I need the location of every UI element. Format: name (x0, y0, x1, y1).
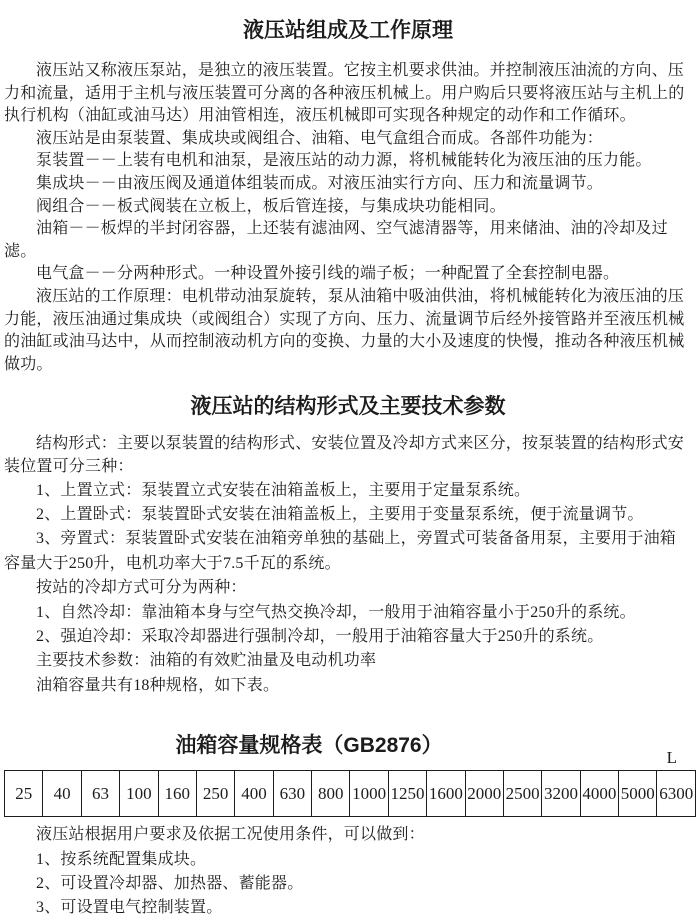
list-item-forced-cooling: 2、强迫冷却：采取冷却器进行强制冷却，一般用于油箱容量大于250升的系统。 (36, 627, 604, 645)
list-item-natural-cooling: 1、自然冷却：靠油箱本身与空气热交换冷却，一般用于油箱容量小于250升的系统。 (36, 603, 636, 621)
paragraph-valve-combination: 阀组合－－板式阀装在立板上，板后管连接，与集成块功能相同。 (36, 197, 506, 215)
list-item-optional-devices: 2、可设置冷却器、加热器、蓄能器。 (36, 874, 304, 892)
list-item-configure-manifold: 1、按系统配置集成块。 (36, 850, 207, 868)
paragraph-user-requirements: 液压站根据用户要求及依据工况使用条件，可以做到： (36, 826, 425, 844)
capacity-cell: 5000 (619, 771, 657, 817)
paragraph-tank-specs-note: 油箱容量共有18种规格，如下表。 (36, 676, 280, 694)
list-item-horizontal-top-mounted: 2、上置卧式：泵装置卧式安装在油箱盖板上，主要用于变量泵系统，便于流量调节。 (36, 505, 644, 523)
capacity-cell: 2500 (503, 771, 541, 817)
paragraph-structure-forms: 结构形式：主要以泵装置的结构形式、安装位置及冷却方式来区分，按泵装置的结构形式安装位置可分三种： (4, 435, 685, 475)
capacity-cell: 4000 (580, 771, 618, 817)
capacity-row (5, 771, 696, 817)
capacity-cell: 3200 (542, 771, 580, 817)
capacity-cell: 25 (5, 771, 43, 817)
closing-section (4, 823, 692, 921)
paragraph-electric-box: 电气盒－－分两种形式。一种设置外接引线的端子板；一种配置了全套控制电器。 (36, 265, 620, 283)
capacity-cell: 1000 (350, 771, 388, 817)
capacity-cell: 160 (158, 771, 196, 817)
document-page (1, 0, 695, 917)
capacity-cell: 63 (81, 771, 119, 817)
capacity-cell: 630 (273, 771, 311, 817)
capacity-cell: 250 (196, 771, 234, 817)
paragraph-components: 液压站是由泵装置、集成块或阀组合、油箱、电气盒组合而成。各部件功能为： (36, 129, 604, 147)
capacity-cell: 800 (312, 771, 350, 817)
capacity-cell: 2000 (465, 771, 503, 817)
tank-capacity-table (4, 770, 696, 817)
unit-label: L (666, 748, 677, 768)
document-title-composition: 液压站组成及工作原理 (243, 19, 453, 42)
capacity-cell: 6300 (657, 771, 696, 817)
capacity-cell: 1250 (388, 771, 426, 817)
paragraph-oil-tank: 油箱－－板焊的半封闭容器，上还装有滤油网、空气滤清器等，用来储油、油的冷却及过滤。 (4, 220, 668, 260)
table-header-area (4, 732, 692, 768)
capacity-cell: 100 (120, 771, 158, 817)
paragraph-manifold-block: 集成块－－由液压阀及通道体组装而成。对液压油实行方向、压力和流量调节。 (36, 174, 604, 192)
paragraph-main-parameters: 主要技术参数：油箱的有效贮油量及电动机功率 (36, 652, 377, 670)
list-item-vertical-top-mounted: 1、上置立式：泵装置立式安装在油箱盖板上，主要用于定量泵系统。 (36, 481, 531, 499)
table-title: 油箱容量规格表（GB2876） (175, 734, 443, 758)
paragraph-cooling-methods: 按站的冷却方式可分为两种： (36, 579, 247, 597)
capacity-cell: 400 (235, 771, 273, 817)
list-item-electric-control: 3、可设置电气控制装置。 (36, 899, 223, 917)
paragraph-working-principle: 液压站的工作原理：电机带动油泵旋转，泵从油箱中吸油供油，将机械能转化为液压油的压力能，液压油通过集成块（或阀组合）实现了方向、压力、流量调节后经外接管路并至液压机械的油缸或油马达中，从而控制液动机方向的变换、力量的大小及速度的快慢，推动各种液压机械做功。 (4, 287, 685, 373)
document-title-structure: 液压站的结构形式及主要技术参数 (190, 395, 506, 419)
capacity-cell: 1600 (427, 771, 465, 817)
paragraph-intro: 液压站又称液压泵站，是独立的液压装置。它按主机要求供油。并控制液压油流的方向、压力和流量，适用于主机与液压装置可分离的各种液压机械上。用户购后只要将液压站与主机上的执行机构（油缸或油马达）用油管相连，液压机械即可实现各种规定的动作和工作循环。 (4, 62, 685, 125)
paragraph-pump-unit: 泵装置－－上装有电机和油泵，是液压站的动力源，将机械能转化为液压油的压力能。 (36, 152, 652, 170)
capacity-cell: 40 (43, 771, 81, 817)
list-item-side-mounted: 3、旁置式：泵装置卧式安装在油箱旁单独的基础上，旁置式可装备备用泵，主要用于油箱容量大于250升，电机功率大于7.5千瓦的系统。 (4, 530, 677, 572)
